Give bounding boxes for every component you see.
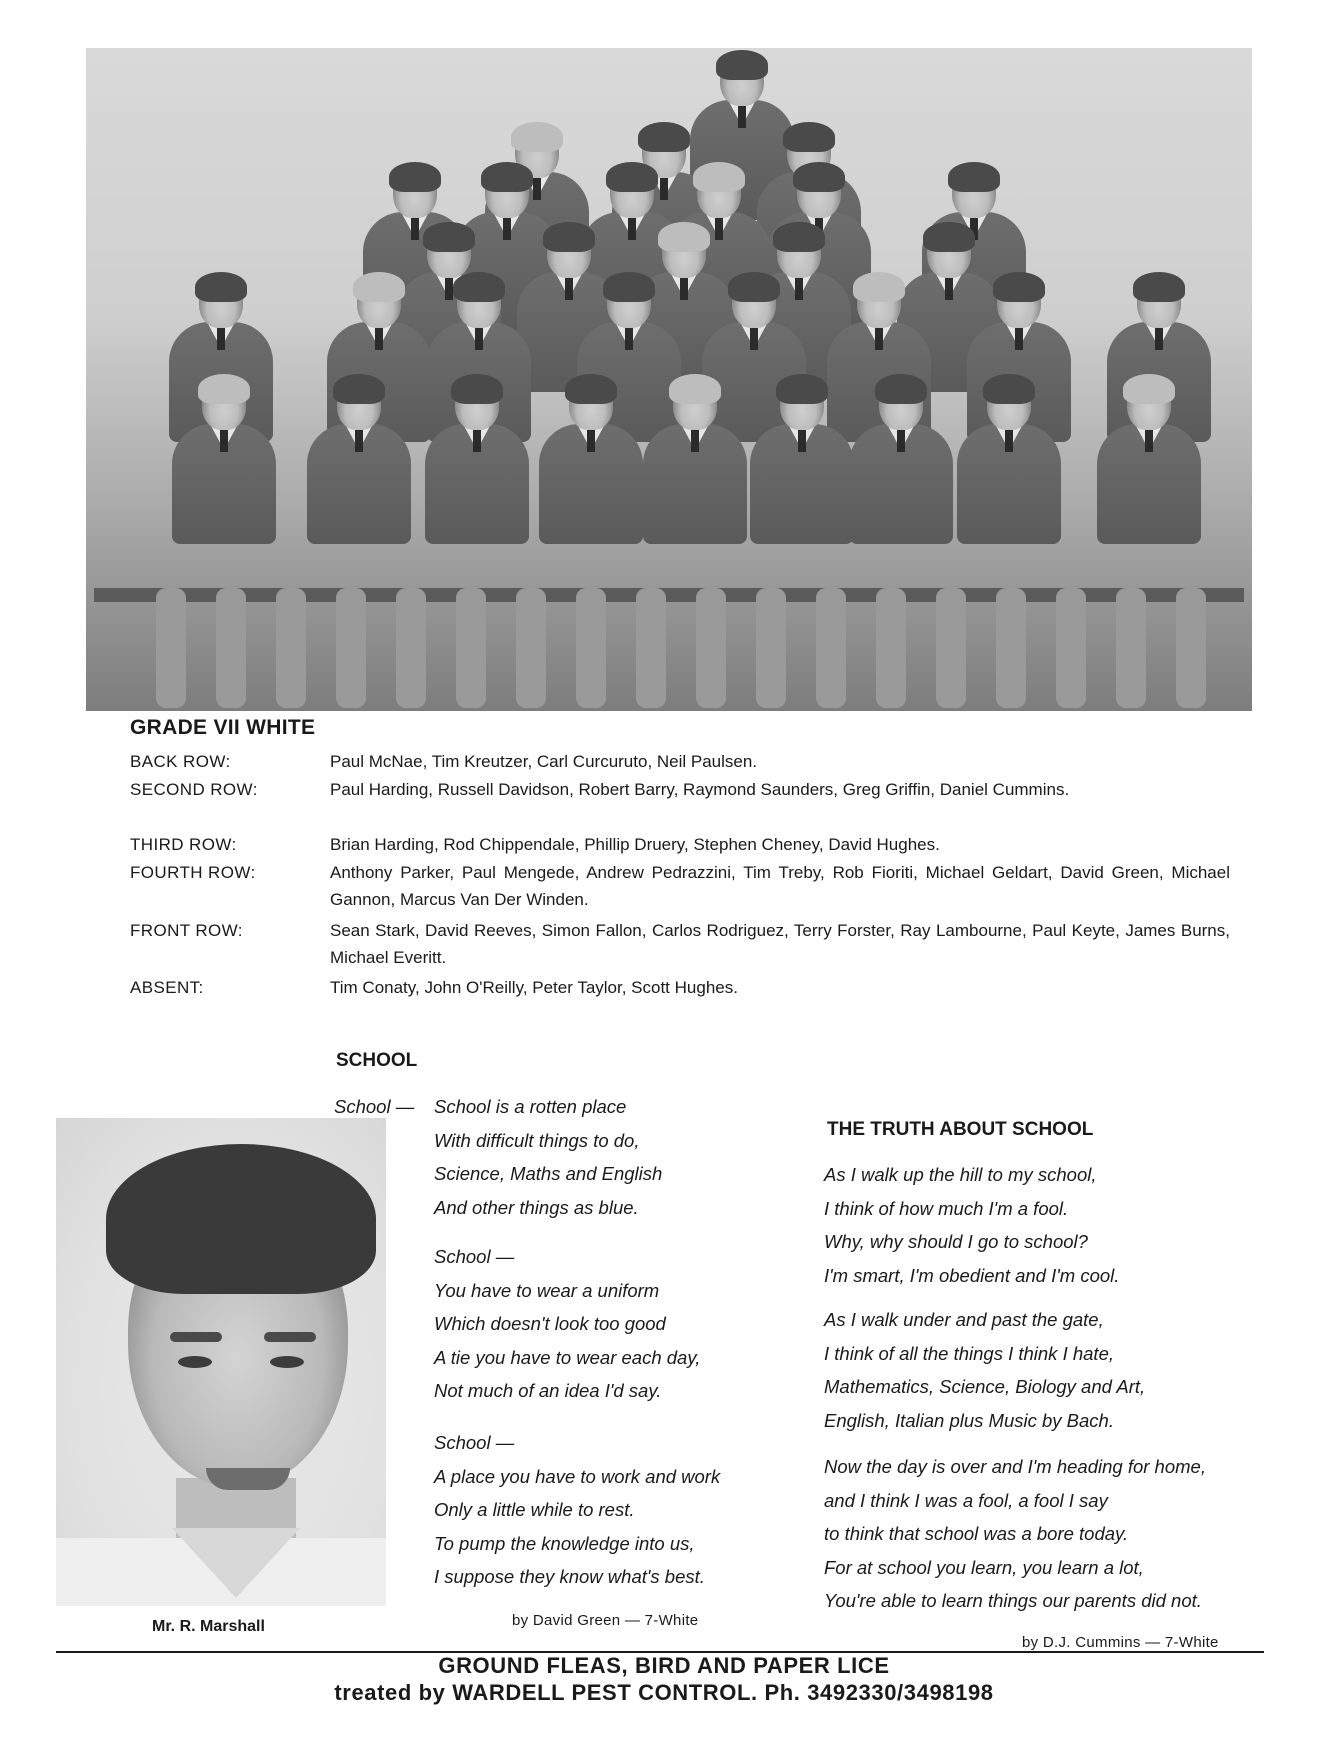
row-label-fourth: FOURTH ROW: xyxy=(130,863,256,882)
poem-line: School — xyxy=(434,1432,515,1453)
student-leg xyxy=(696,588,726,708)
poem-line: Which doesn't look too good xyxy=(434,1313,666,1334)
row-names-third: Brian Harding, Rod Chippendale, Phillip Druery, Stephen Cheney, David Hughes. xyxy=(330,835,940,854)
poem2-title: THE TRUTH ABOUT SCHOOL xyxy=(827,1119,1094,1140)
student-leg xyxy=(636,588,666,708)
student-leg xyxy=(396,588,426,708)
poem1-stanza xyxy=(434,1240,700,1408)
student-leg xyxy=(996,588,1026,708)
row-label-second: SECOND ROW: xyxy=(130,780,258,799)
row-names-absent: Tim Conaty, John O'Reilly, Peter Taylor, Scott Hughes. xyxy=(330,978,738,997)
student-leg xyxy=(1056,588,1086,708)
poem1-stanza xyxy=(434,1090,662,1224)
poem-line: Only a little while to rest. xyxy=(434,1499,635,1520)
student-leg xyxy=(876,588,906,708)
poem1-stanza xyxy=(434,1426,720,1594)
poem-line: A place you have to work and work xyxy=(434,1465,721,1487)
poem-line: and I think I was a fool, a fool I say xyxy=(824,1489,1108,1511)
poem-line: School is a rotten place xyxy=(434,1096,627,1117)
student-leg xyxy=(1176,588,1206,708)
student-leg xyxy=(216,588,246,708)
poem-line: A tie you have to wear each day, xyxy=(434,1346,701,1368)
poem-line: With difficult things to do, xyxy=(434,1129,640,1151)
poem-line: to think that school was a bore today. xyxy=(824,1523,1129,1544)
row-names-fourth: Anthony Parker, Paul Mengede, Andrew Pedrazzini, Tim Treby, Rob Fioriti, Michael Geldart, David Green, Michael Gannon, Marcus Van Der Winden. xyxy=(330,863,1230,909)
poem-line: I suppose they know what's best. xyxy=(434,1566,705,1587)
poem-line: You have to wear a uniform xyxy=(434,1279,660,1301)
row-names-back: Paul McNae, Tim Kreutzer, Carl Curcuruto, Neil Paulsen. xyxy=(330,752,758,771)
poem2-stanza xyxy=(824,1158,1119,1292)
poem-line: As I walk under and past the gate, xyxy=(824,1309,1104,1330)
row-label-absent: ABSENT: xyxy=(130,978,204,997)
student-leg xyxy=(156,588,186,708)
poem-line: And other things as blue. xyxy=(434,1196,639,1218)
poem1-title: SCHOOL xyxy=(336,1050,418,1071)
poem-line: Why, why should I go to school? xyxy=(824,1231,1088,1252)
student-leg xyxy=(576,588,606,708)
poem-line: Not much of an idea I'd say. xyxy=(434,1380,662,1401)
poem-line: Science, Maths and English xyxy=(434,1163,663,1184)
poem1-credit: by David Green — 7-White xyxy=(512,1612,699,1629)
student-leg xyxy=(276,588,306,708)
poem-line: You're able to learn things our parents did not. xyxy=(824,1590,1202,1611)
row-label-front: FRONT ROW: xyxy=(130,921,243,940)
poem-line: To pump the knowledge into us, xyxy=(434,1532,695,1554)
student-leg xyxy=(516,588,546,708)
poem-line: I'm smart, I'm obedient and I'm cool. xyxy=(824,1264,1120,1286)
teacher-photo xyxy=(56,1118,386,1606)
row-label-back: BACK ROW: xyxy=(130,752,231,771)
student-leg xyxy=(336,588,366,708)
advert-line-1: GROUND FLEAS, BIRD AND PAPER LICE xyxy=(438,1653,890,1678)
student-leg xyxy=(456,588,486,708)
row-label-third: THIRD ROW: xyxy=(130,835,237,854)
student-leg xyxy=(936,588,966,708)
poem-line: I think of how much I'm a fool. xyxy=(824,1197,1069,1219)
poem2-stanza xyxy=(824,1450,1206,1618)
teacher-name: Mr. R. Marshall xyxy=(152,1618,265,1635)
poem-line: As I walk up the hill to my school, xyxy=(824,1164,1097,1185)
student-leg xyxy=(1116,588,1146,708)
poem2-credit: by D.J. Cummins — 7-White xyxy=(1022,1634,1219,1651)
student-leg xyxy=(816,588,846,708)
row-names-second: Paul Harding, Russell Davidson, Robert Barry, Raymond Saunders, Greg Griffin, Daniel Cummins. xyxy=(330,780,1070,799)
poem-line: Now the day is over and I'm heading for home, xyxy=(824,1456,1206,1477)
poem-line: For at school you learn, you learn a lot, xyxy=(824,1556,1144,1578)
grade-title: GRADE VII WHITE xyxy=(130,716,316,739)
poem-line: I think of all the things I think I hate, xyxy=(824,1342,1115,1364)
student-leg xyxy=(756,588,786,708)
advert-line-2: treated by WARDELL PEST CONTROL. Ph. 3492330/3498198 xyxy=(334,1680,994,1705)
poem1-prefix: School — xyxy=(334,1096,415,1117)
poem2-stanza xyxy=(824,1303,1145,1437)
poem-line: English, Italian plus Music by Bach. xyxy=(824,1409,1114,1431)
class-photo xyxy=(86,48,1252,711)
poem-line: Mathematics, Science, Biology and Art, xyxy=(824,1376,1146,1397)
poem-line: School — xyxy=(434,1246,515,1267)
row-names-front: Sean Stark, David Reeves, Simon Fallon, Carlos Rodriguez, Terry Forster, Ray Lambourne, Paul Keyte, James Burns, Michael Everitt. xyxy=(330,921,1230,967)
